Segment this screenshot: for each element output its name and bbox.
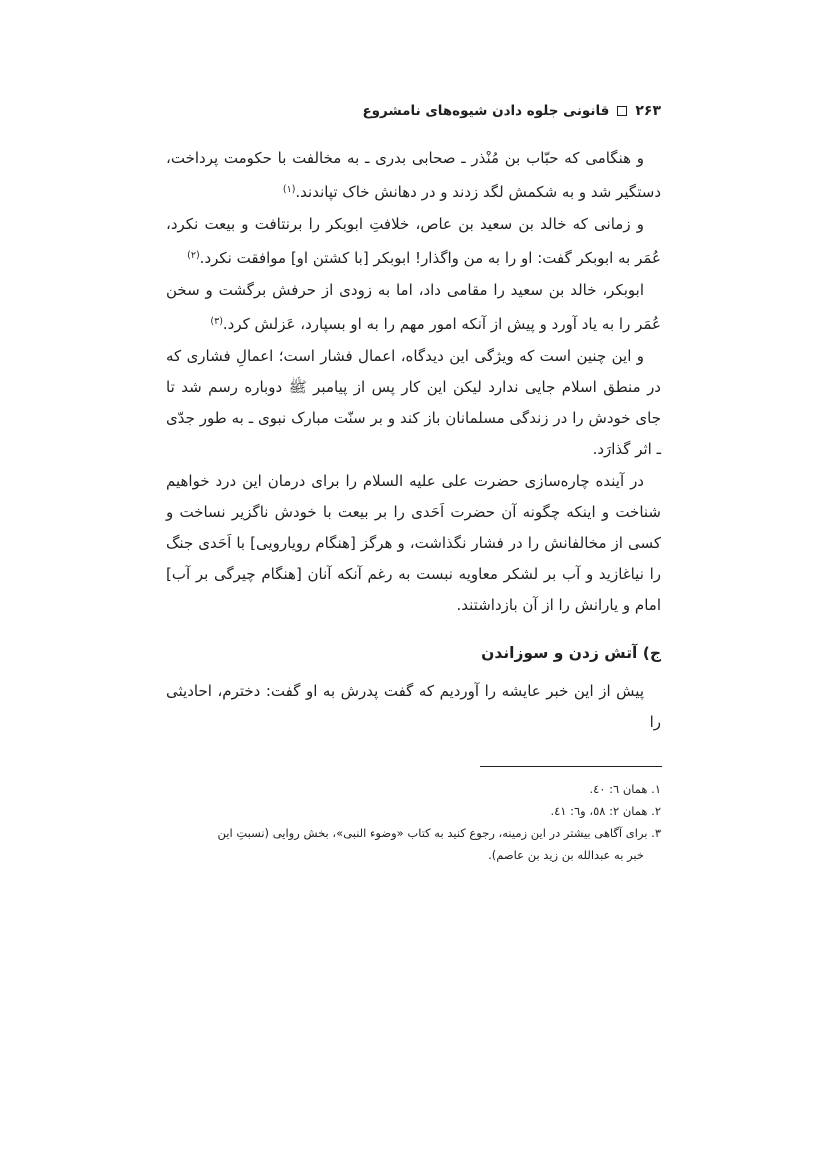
paragraph xyxy=(166,676,661,738)
paragraph xyxy=(166,275,661,340)
running-header xyxy=(362,103,661,119)
header-box-icon xyxy=(617,106,627,116)
paragraph-text: ابوبکر، خالد بن سعید را مقامی داد، اما به زودی از حرفش برگشت و سخن عُمَر را به یاد آورد و پیش از آنکه امور مهم را به او بسپارد، عَزلش کرد. xyxy=(166,281,661,333)
footnote-ref: (۱) xyxy=(282,184,296,195)
footnote-item: ۱. همان ٦: ٤٠. xyxy=(589,782,661,796)
main-text xyxy=(166,143,661,738)
paragraph-text: و این چنین است که ویژگی این دیدگاه، اعمال فشار است؛ اعمالِ فشاری که در منطق اسلام جایی ندارد لیکن این کار پس از پیامبر ﷺ دوباره رسم شد تا جای خودش را در زندگی مسلمانان باز کند و بر سنّت مبارک نبوی ـ به طور جدّی ـ اثر گذارَد. xyxy=(166,347,661,458)
paragraph xyxy=(166,466,661,621)
footnote-item: ۲. همان ۲: ٥٨، و٦: ٤١. xyxy=(550,804,661,818)
paragraph-text: و زمانی که خالد بن سعید بن عاص، خلافتِ ابوبکر را برنتافت و بیعت نکرد، عُمَر به ابوبکر گفت: او را به من واگذار! ابوبکر [با کشتن او] موافقت نکرد. xyxy=(166,215,661,267)
section-heading: ج) آتش زدن و سوزاندن xyxy=(481,644,661,662)
paragraph xyxy=(166,341,661,465)
footnote-ref: (۳) xyxy=(210,316,223,327)
paragraph-text: در آینده چاره‌سازی حضرت علی علیه السلام را برای درمان این درد خواهیم شناخت و اینکه چگونه آن حضرت اَحَدی را بر بیعت با خودش ناگزیر نساخت و کسی از مخالفانش را در فشار نگذاشت، و هرگز [هنگام رویارویی] با اَحَدی جنگ را نیاغازید و آب بر لشکر معاویه نبست به رغم آنکه آنان [هنگام چیرگی بر آب] امام و یارانش را از آن بازداشتند. xyxy=(166,472,661,614)
paragraph xyxy=(166,143,661,208)
paragraph-text: پیش از این خبر عایشه را آوردیم که گفت پدرش به او گفت: دخترم، احادیثی را xyxy=(166,682,661,731)
footnote-item: ۳. برای آگاهی بیشتر در این زمینه، رجوع کنید به کتاب «وضوء النبی»، بخش روایی (نسبتِ این xyxy=(217,826,661,840)
running-title: قانونی جلوه دادن شیوه‌های نامشروع xyxy=(362,103,610,119)
footnotes xyxy=(166,778,661,866)
paragraph xyxy=(166,209,661,274)
paragraph-text: و هنگامی که حبّاب بن مُنْذر ـ صحابی بدری ـ به مخالفت با حکومت پرداخت، دستگیر شد و به شکمش لگد زدند و در دهانش خاک تپاندند. xyxy=(166,149,661,201)
page-number: ۲۶۳ xyxy=(635,103,661,119)
footnote-continuation: خبر به عبدالله بن زید بن عاصم). xyxy=(488,848,644,862)
footnote-divider xyxy=(480,766,662,767)
footnote-ref: (۲) xyxy=(187,250,200,261)
